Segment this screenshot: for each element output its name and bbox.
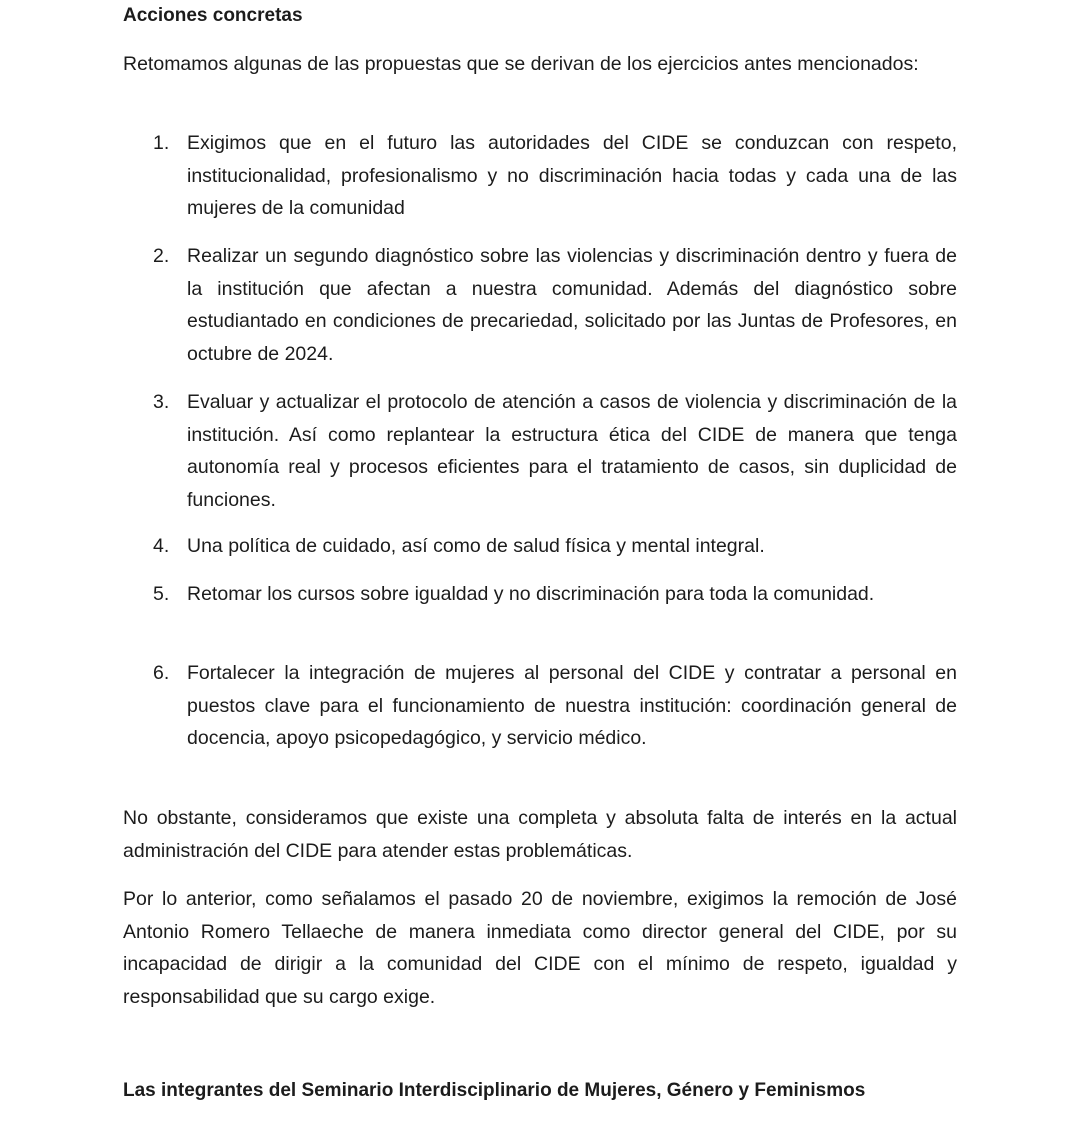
list-item-text: Realizar un segundo diagnóstico sobre las violencias y discriminación dentro y fuera de la institución que afectan a nuestra comunidad. Además del diagnóstico sobre estudiantado en condiciones de precariedad, solicitado por las Juntas de Profesores, en octubre de 2024. [187, 245, 957, 365]
intro-paragraph: Retomamos algunas de las propuestas que se derivan de los ejercicios antes mencionados: [123, 53, 919, 75]
list-item-text: Exigimos que en el futuro las autoridades del CIDE se conduzcan con respeto, institucionalidad, profesionalismo y no discriminación hacia todas y cada una de las mujeres de la comunidad [187, 132, 957, 219]
list-item-text: Evaluar y actualizar el protocolo de atención a casos de violencia y discriminación de la institución. Así como replantear la estructura ética del CIDE de manera que tenga autonomía real y procesos eficientes para el tratamiento de casos, sin duplicidad de funciones. [187, 391, 957, 511]
list-item-text: Una política de cuidado, así como de salud física y mental integral. [187, 535, 765, 557]
list-item-text: Fortalecer la integración de mujeres al personal del CIDE y contratar a personal en puestos clave para el funcionamiento de nuestra institución: coordinación general de docencia, apoyo psicopedagógico, y servicio médico. [187, 662, 957, 749]
list-item-number: 5. [153, 583, 170, 605]
note-paragraph: No obstante, consideramos que existe una completa y absoluta falta de interés en la actual administración del CIDE para atender estas problemáticas. [123, 807, 957, 862]
list-item-text: Retomar los cursos sobre igualdad y no discriminación para toda la comunidad. [187, 583, 875, 605]
section-heading: Acciones concretas [123, 5, 303, 26]
list-item-number: 1. [153, 132, 170, 154]
list-item-number: 4. [153, 535, 170, 557]
list-item-number: 3. [153, 391, 170, 413]
list-item-number: 6. [153, 662, 170, 684]
demand-paragraph: Por lo anterior, como señalamos el pasado 20 de noviembre, exigimos la remoción de José Antonio Romero Tellaeche de manera inmediata como director general del CIDE, por su incapacidad de dirigir a la comunidad del CIDE con el mínimo de respeto, igualdad y responsabilidad que su cargo exige. [123, 888, 957, 1008]
signature: Las integrantes del Seminario Interdisciplinario de Mujeres, Género y Feminismos [123, 1080, 866, 1101]
list-item-number: 2. [153, 245, 170, 267]
